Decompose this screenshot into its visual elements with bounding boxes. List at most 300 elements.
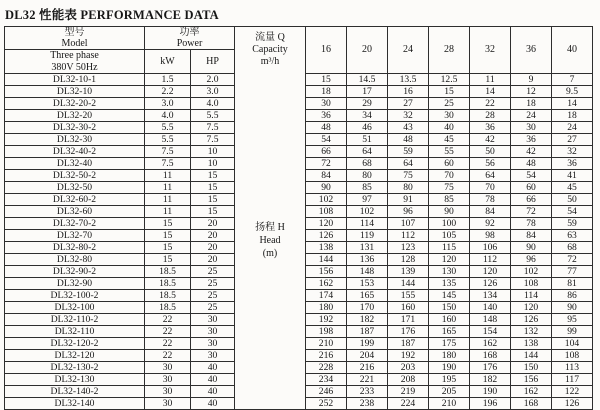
model-cell: DL32-70 xyxy=(5,229,145,241)
head-value-cell: 228 xyxy=(306,361,347,373)
head-value-cell: 102 xyxy=(306,193,347,205)
head-value-cell: 126 xyxy=(306,229,347,241)
model-cell: DL32-70-2 xyxy=(5,217,145,229)
hp-cell: 5.5 xyxy=(191,109,235,121)
head-value-cell: 112 xyxy=(470,253,511,265)
head-value-cell: 168 xyxy=(511,397,552,409)
model-cell: DL32-50 xyxy=(5,181,145,193)
model-cell: DL32-80-2 xyxy=(5,241,145,253)
head-value-cell: 59 xyxy=(388,145,429,157)
head-value-cell: 84 xyxy=(470,205,511,217)
head-value-cell: 96 xyxy=(388,205,429,217)
hp-cell: 40 xyxy=(191,397,235,409)
capacity-header-en: Capacity xyxy=(252,44,288,56)
model-header-en: Model xyxy=(61,38,88,50)
head-value-cell: 27 xyxy=(552,133,593,145)
head-value-cell: 59 xyxy=(552,217,593,229)
hp-cell: 20 xyxy=(191,217,235,229)
hp-cell: 7.5 xyxy=(191,133,235,145)
head-value-cell: 85 xyxy=(429,193,470,205)
head-value-cell: 150 xyxy=(511,361,552,373)
head-value-cell: 14.5 xyxy=(347,73,388,85)
hp-cell: 3.0 xyxy=(191,85,235,97)
head-value-cell: 131 xyxy=(347,241,388,253)
head-value-cell: 128 xyxy=(388,253,429,265)
head-value-cell: 36 xyxy=(306,109,347,121)
head-value-cell: 29 xyxy=(347,97,388,109)
kw-header: kW xyxy=(145,50,191,73)
head-value-cell: 28 xyxy=(470,109,511,121)
head-value-cell: 75 xyxy=(429,181,470,193)
head-value-cell: 95 xyxy=(552,313,593,325)
hp-cell: 30 xyxy=(191,325,235,337)
head-value-cell: 210 xyxy=(306,337,347,349)
head-label-en: Head xyxy=(259,234,281,246)
head-value-cell: 42 xyxy=(511,145,552,157)
head-value-cell: 180 xyxy=(306,301,347,313)
head-value-cell: 171 xyxy=(388,313,429,325)
kw-cell: 5.5 xyxy=(145,133,191,145)
head-value-cell: 63 xyxy=(552,229,593,241)
power-header-en: Power xyxy=(176,38,203,50)
head-value-cell: 199 xyxy=(347,337,388,349)
head-value-cell: 66 xyxy=(511,193,552,205)
head-value-cell: 117 xyxy=(552,373,593,385)
head-value-cell: 114 xyxy=(511,289,552,301)
head-value-cell: 144 xyxy=(511,349,552,361)
head-value-cell: 18 xyxy=(511,97,552,109)
head-value-cell: 72 xyxy=(511,205,552,217)
head-value-cell: 176 xyxy=(388,325,429,337)
head-value-cell: 148 xyxy=(470,313,511,325)
head-value-cell: 18 xyxy=(552,109,593,121)
head-value-cell: 126 xyxy=(552,397,593,409)
head-value-cell: 86 xyxy=(552,289,593,301)
flow-header-cell: 40 xyxy=(552,27,593,74)
head-value-cell: 100 xyxy=(429,217,470,229)
capacity-header xyxy=(235,27,305,73)
flow-header-cell: 28 xyxy=(429,27,470,74)
model-cell: DL32-50-2 xyxy=(5,169,145,181)
head-value-cell: 17 xyxy=(347,85,388,97)
head-value-cell: 34 xyxy=(347,109,388,121)
head-value-cell: 165 xyxy=(429,325,470,337)
model-cell: DL32-90 xyxy=(5,277,145,289)
hp-cell: 20 xyxy=(191,253,235,265)
flow-header-cell: 32 xyxy=(470,27,511,74)
head-value-cell: 195 xyxy=(429,373,470,385)
head-value-cell: 50 xyxy=(552,193,593,205)
head-value-cell: 120 xyxy=(429,253,470,265)
head-value-cell: 60 xyxy=(429,157,470,169)
head-value-cell: 50 xyxy=(470,145,511,157)
head-value-cell: 54 xyxy=(511,169,552,181)
head-value-cell: 182 xyxy=(470,373,511,385)
head-value-cell: 238 xyxy=(347,397,388,409)
head-value-cell: 119 xyxy=(347,229,388,241)
head-value-cell: 78 xyxy=(470,193,511,205)
head-value-cell: 192 xyxy=(306,313,347,325)
head-value-cell: 36 xyxy=(511,133,552,145)
head-value-cell: 9.5 xyxy=(552,85,593,97)
head-value-cell: 182 xyxy=(347,313,388,325)
flow-header-cell: 20 xyxy=(347,27,388,74)
head-value-cell: 97 xyxy=(347,193,388,205)
hp-cell: 25 xyxy=(191,289,235,301)
head-value-cell: 126 xyxy=(511,313,552,325)
head-value-cell: 165 xyxy=(347,289,388,301)
head-value-cell: 190 xyxy=(429,361,470,373)
model-cell: DL32-130 xyxy=(5,373,145,385)
head-value-cell: 134 xyxy=(470,289,511,301)
head-value-cell: 190 xyxy=(470,385,511,397)
head-value-cell: 46 xyxy=(347,121,388,133)
head-value-cell: 120 xyxy=(511,301,552,313)
head-value-cell: 162 xyxy=(511,385,552,397)
model-cell: DL32-100-2 xyxy=(5,289,145,301)
head-value-cell: 60 xyxy=(511,181,552,193)
hp-cell: 20 xyxy=(191,229,235,241)
head-value-cell: 139 xyxy=(388,265,429,277)
head-value-cell: 187 xyxy=(388,337,429,349)
head-value-cell: 68 xyxy=(347,157,388,169)
capacity-header-unit: m³/h xyxy=(260,55,280,67)
head-value-cell: 150 xyxy=(429,301,470,313)
kw-cell: 5.5 xyxy=(145,121,191,133)
head-value-cell: 106 xyxy=(470,241,511,253)
head-value-cell: 221 xyxy=(347,373,388,385)
model-cell: DL32-80 xyxy=(5,253,145,265)
kw-cell: 15 xyxy=(145,241,191,253)
head-value-cell: 81 xyxy=(552,277,593,289)
hp-cell: 10 xyxy=(191,157,235,169)
head-value-cell: 13.5 xyxy=(388,73,429,85)
phase-line-1: Three phase xyxy=(50,50,99,62)
kw-cell: 15 xyxy=(145,253,191,265)
head-value-cell: 187 xyxy=(347,325,388,337)
head-value-cell: 80 xyxy=(347,169,388,181)
head-value-cell: 9 xyxy=(511,73,552,85)
head-value-cell: 90 xyxy=(306,181,347,193)
hp-cell: 40 xyxy=(191,373,235,385)
head-value-cell: 48 xyxy=(388,133,429,145)
head-value-cell: 72 xyxy=(306,157,347,169)
head-value-cell: 55 xyxy=(429,145,470,157)
head-label xyxy=(235,73,305,407)
kw-cell: 11 xyxy=(145,169,191,181)
model-cell: DL32-30-2 xyxy=(5,121,145,133)
head-value-cell: 70 xyxy=(470,181,511,193)
head-value-cell: 90 xyxy=(429,205,470,217)
head-label-cn: 扬程 H xyxy=(255,221,285,233)
head-value-cell: 170 xyxy=(347,301,388,313)
head-value-cell: 36 xyxy=(470,121,511,133)
head-value-cell: 153 xyxy=(347,277,388,289)
model-cell: DL32-20-2 xyxy=(5,97,145,109)
head-value-cell: 192 xyxy=(388,349,429,361)
hp-cell: 30 xyxy=(191,349,235,361)
kw-cell: 1.5 xyxy=(145,73,191,85)
hp-cell: 20 xyxy=(191,241,235,253)
head-value-cell: 145 xyxy=(429,289,470,301)
hp-cell: 2.0 xyxy=(191,73,235,85)
header-row-1 xyxy=(5,27,593,50)
head-value-cell: 43 xyxy=(388,121,429,133)
model-cell: DL32-120-2 xyxy=(5,337,145,349)
model-cell: DL32-100 xyxy=(5,301,145,313)
head-value-cell: 122 xyxy=(552,385,593,397)
head-value-cell: 175 xyxy=(429,337,470,349)
head-value-cell: 144 xyxy=(388,277,429,289)
head-value-cell: 11 xyxy=(470,73,511,85)
hp-header: HP xyxy=(191,50,235,73)
kw-cell: 7.5 xyxy=(145,157,191,169)
kw-cell: 30 xyxy=(145,397,191,409)
head-value-cell: 45 xyxy=(429,133,470,145)
head-value-cell: 252 xyxy=(306,397,347,409)
head-value-cell: 12.5 xyxy=(429,73,470,85)
model-cell: DL32-40-2 xyxy=(5,145,145,157)
head-value-cell: 196 xyxy=(470,397,511,409)
head-value-cell: 12 xyxy=(511,85,552,97)
head-value-cell: 130 xyxy=(429,265,470,277)
flow-header-cell: 36 xyxy=(511,27,552,74)
head-value-cell: 224 xyxy=(388,397,429,409)
head-value-cell: 135 xyxy=(429,277,470,289)
head-value-cell: 72 xyxy=(552,253,593,265)
hp-cell: 15 xyxy=(191,181,235,193)
phase-header xyxy=(5,50,145,73)
head-value-cell: 90 xyxy=(552,301,593,313)
head-value-cell: 30 xyxy=(429,109,470,121)
head-value-cell: 7 xyxy=(552,73,593,85)
head-value-cell: 22 xyxy=(470,97,511,109)
kw-cell: 18.5 xyxy=(145,277,191,289)
head-value-cell: 15 xyxy=(306,73,347,85)
model-cell: DL32-90-2 xyxy=(5,265,145,277)
hp-cell: 25 xyxy=(191,301,235,313)
hp-cell: 30 xyxy=(191,313,235,325)
head-value-cell: 140 xyxy=(470,301,511,313)
flow-header-cell: 16 xyxy=(306,27,347,74)
head-value-cell: 176 xyxy=(470,361,511,373)
head-value-cell: 48 xyxy=(511,157,552,169)
head-value-cell: 25 xyxy=(429,97,470,109)
kw-cell: 30 xyxy=(145,373,191,385)
head-value-cell: 126 xyxy=(470,277,511,289)
head-value-cell: 77 xyxy=(552,265,593,277)
head-value-cell: 216 xyxy=(347,361,388,373)
head-value-cell: 32 xyxy=(388,109,429,121)
head-value-cell: 64 xyxy=(388,157,429,169)
head-value-cell: 41 xyxy=(552,169,593,181)
head-value-cell: 144 xyxy=(306,253,347,265)
hp-cell: 30 xyxy=(191,337,235,349)
model-cell: DL32-110-2 xyxy=(5,313,145,325)
page-title: DL32 性能表 PERFORMANCE DATA xyxy=(5,8,219,22)
head-value-cell: 80 xyxy=(388,181,429,193)
hp-cell: 4.0 xyxy=(191,97,235,109)
flow-header-cell: 24 xyxy=(388,27,429,74)
head-value-cell: 154 xyxy=(470,325,511,337)
head-value-cell: 54 xyxy=(552,205,593,217)
phase-line-2: 380V 50Hz xyxy=(51,61,98,73)
head-value-cell: 246 xyxy=(306,385,347,397)
head-value-cell: 102 xyxy=(347,205,388,217)
head-value-cell: 210 xyxy=(429,397,470,409)
power-header xyxy=(145,27,235,50)
head-value-cell: 32 xyxy=(552,145,593,157)
model-cell: DL32-140 xyxy=(5,397,145,409)
head-value-cell: 112 xyxy=(388,229,429,241)
kw-cell: 18.5 xyxy=(145,289,191,301)
head-value-cell: 78 xyxy=(511,217,552,229)
head-value-cell: 92 xyxy=(470,217,511,229)
kw-cell: 15 xyxy=(145,217,191,229)
model-cell: DL32-140-2 xyxy=(5,385,145,397)
kw-cell: 11 xyxy=(145,181,191,193)
head-value-cell: 18 xyxy=(306,85,347,97)
hp-cell: 15 xyxy=(191,205,235,217)
head-value-cell: 96 xyxy=(511,253,552,265)
head-value-cell: 27 xyxy=(388,97,429,109)
kw-cell: 18.5 xyxy=(145,301,191,313)
model-cell: DL32-40 xyxy=(5,157,145,169)
model-cell: DL32-110 xyxy=(5,325,145,337)
hp-cell: 15 xyxy=(191,193,235,205)
model-cell: DL32-30 xyxy=(5,133,145,145)
model-cell: DL32-130-2 xyxy=(5,361,145,373)
kw-cell: 22 xyxy=(145,313,191,325)
model-cell: DL32-60 xyxy=(5,205,145,217)
head-value-cell: 99 xyxy=(552,325,593,337)
head-value-cell: 42 xyxy=(470,133,511,145)
head-value-cell: 48 xyxy=(306,121,347,133)
kw-cell: 15 xyxy=(145,229,191,241)
head-value-cell: 114 xyxy=(347,217,388,229)
model-cell: DL32-120 xyxy=(5,349,145,361)
kw-cell: 11 xyxy=(145,205,191,217)
head-value-cell: 108 xyxy=(511,277,552,289)
head-value-cell: 138 xyxy=(511,337,552,349)
kw-cell: 22 xyxy=(145,349,191,361)
head-value-cell: 66 xyxy=(306,145,347,157)
head-value-cell: 36 xyxy=(552,157,593,169)
head-value-cell: 70 xyxy=(429,169,470,181)
head-label-unit: (m) xyxy=(262,247,278,259)
power-header-cn: 功率 xyxy=(179,27,200,38)
head-value-cell: 219 xyxy=(388,385,429,397)
head-value-cell: 132 xyxy=(511,325,552,337)
head-value-cell: 30 xyxy=(511,121,552,133)
head-value-cell: 24 xyxy=(552,121,593,133)
head-value-cell: 123 xyxy=(388,241,429,253)
kw-cell: 2.2 xyxy=(145,85,191,97)
kw-cell: 18.5 xyxy=(145,265,191,277)
head-value-cell: 24 xyxy=(511,109,552,121)
head-value-cell: 156 xyxy=(306,265,347,277)
head-value-cell: 105 xyxy=(429,229,470,241)
head-value-cell: 204 xyxy=(347,349,388,361)
head-value-cell: 180 xyxy=(429,349,470,361)
head-value-cell: 40 xyxy=(429,121,470,133)
kw-cell: 30 xyxy=(145,385,191,397)
head-value-cell: 233 xyxy=(347,385,388,397)
head-value-cell: 104 xyxy=(552,337,593,349)
head-value-cell: 14 xyxy=(552,97,593,109)
head-value-cell: 75 xyxy=(388,169,429,181)
capacity-head-column xyxy=(235,27,306,410)
hp-cell: 15 xyxy=(191,169,235,181)
head-value-cell: 45 xyxy=(552,181,593,193)
head-value-cell: 14 xyxy=(470,85,511,97)
head-value-cell: 198 xyxy=(306,325,347,337)
kw-cell: 30 xyxy=(145,361,191,373)
model-cell: DL32-10 xyxy=(5,85,145,97)
head-value-cell: 64 xyxy=(347,145,388,157)
head-value-cell: 160 xyxy=(429,313,470,325)
head-value-cell: 148 xyxy=(347,265,388,277)
head-value-cell: 155 xyxy=(388,289,429,301)
head-value-cell: 64 xyxy=(470,169,511,181)
head-value-cell: 162 xyxy=(306,277,347,289)
hp-cell: 7.5 xyxy=(191,121,235,133)
head-value-cell: 15 xyxy=(429,85,470,97)
head-value-cell: 174 xyxy=(306,289,347,301)
head-value-cell: 234 xyxy=(306,373,347,385)
head-value-cell: 120 xyxy=(470,265,511,277)
head-value-cell: 56 xyxy=(470,157,511,169)
head-value-cell: 102 xyxy=(511,265,552,277)
kw-cell: 11 xyxy=(145,193,191,205)
head-value-cell: 136 xyxy=(347,253,388,265)
head-value-cell: 108 xyxy=(552,349,593,361)
kw-cell: 3.0 xyxy=(145,97,191,109)
kw-cell: 7.5 xyxy=(145,145,191,157)
head-value-cell: 115 xyxy=(429,241,470,253)
kw-cell: 22 xyxy=(145,325,191,337)
hp-cell: 25 xyxy=(191,277,235,289)
head-value-cell: 168 xyxy=(470,349,511,361)
head-value-cell: 91 xyxy=(388,193,429,205)
hp-cell: 10 xyxy=(191,145,235,157)
table-body xyxy=(5,27,593,410)
performance-table xyxy=(4,26,593,410)
head-value-cell: 120 xyxy=(306,217,347,229)
head-value-cell: 16 xyxy=(388,85,429,97)
head-value-cell: 113 xyxy=(552,361,593,373)
head-value-cell: 108 xyxy=(306,205,347,217)
head-value-cell: 156 xyxy=(511,373,552,385)
head-value-cell: 90 xyxy=(511,241,552,253)
model-header-cn: 型号 xyxy=(64,27,85,38)
head-value-cell: 84 xyxy=(306,169,347,181)
model-cell: DL32-60-2 xyxy=(5,193,145,205)
head-value-cell: 98 xyxy=(470,229,511,241)
head-value-cell: 205 xyxy=(429,385,470,397)
model-cell: DL32-10-1 xyxy=(5,73,145,85)
kw-cell: 22 xyxy=(145,337,191,349)
hp-cell: 40 xyxy=(191,361,235,373)
head-value-cell: 107 xyxy=(388,217,429,229)
head-value-cell: 162 xyxy=(470,337,511,349)
model-header xyxy=(5,27,145,50)
head-value-cell: 85 xyxy=(347,181,388,193)
head-value-cell: 54 xyxy=(306,133,347,145)
head-value-cell: 84 xyxy=(511,229,552,241)
hp-cell: 40 xyxy=(191,385,235,397)
head-value-cell: 51 xyxy=(347,133,388,145)
